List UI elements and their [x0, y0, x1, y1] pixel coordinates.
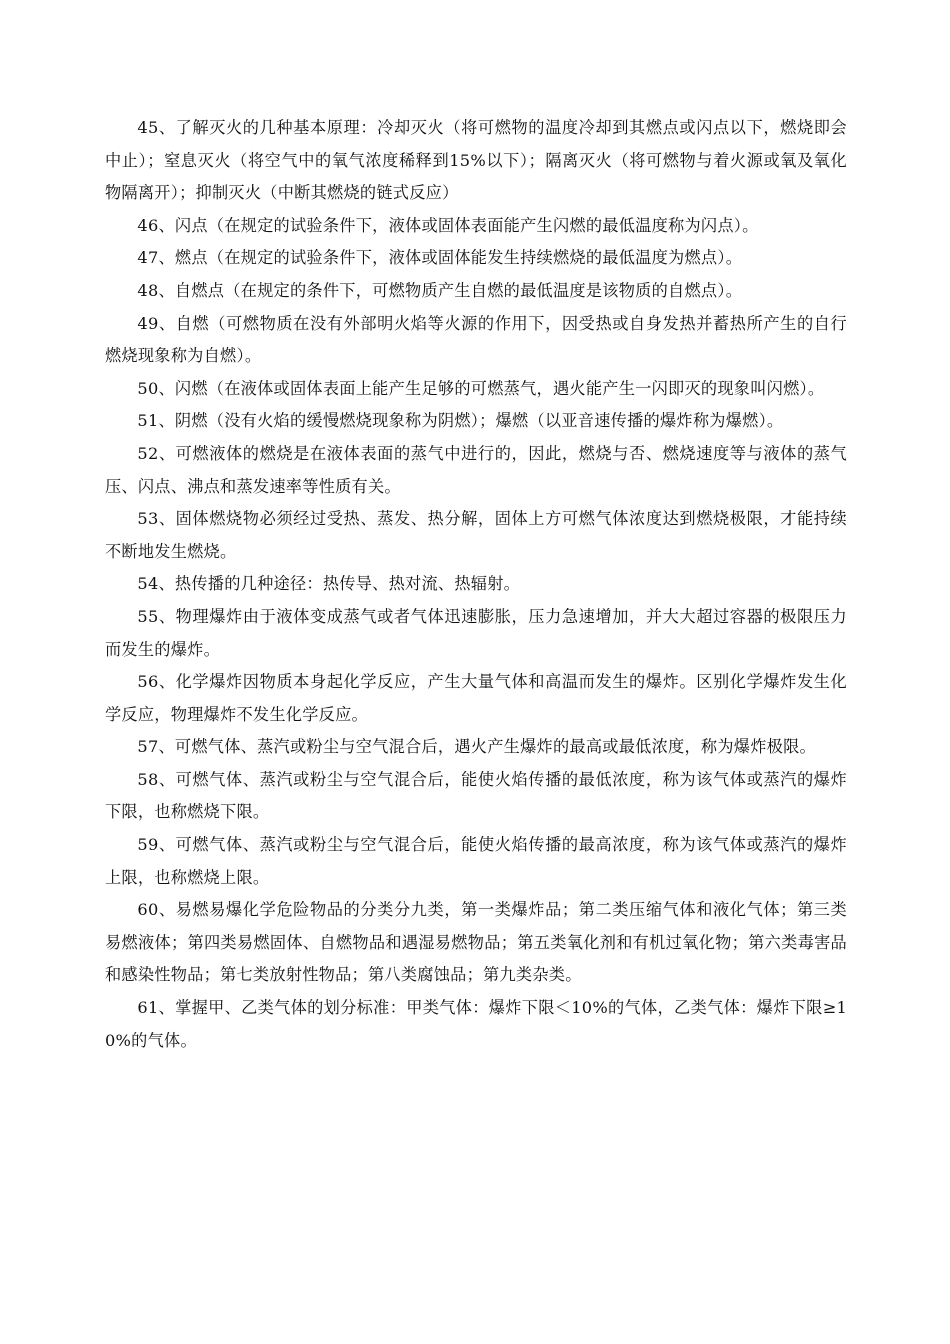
- paragraph-48: 48、自燃点（在规定的条件下，可燃物质产生自燃的最低温度是该物质的自燃点）。: [137, 280, 743, 300]
- paragraph-51: 51、阴燃（没有火焰的缓慢燃烧现象称为阴燃）；爆燃（以亚音速传播的爆炸称为爆燃）。: [137, 411, 784, 431]
- paragraph-45: 45、了解灭火的几种基本原理：冷却灭火（将可燃物的温度冷却到其燃点或闪点以下，燃烧即会中止）；窒息灭火（将空气中的氧气浓度稀释到15%以下）；隔离灭火（将可燃物与着火源或氧及氧化物隔离开）；抑制灭火（中断其燃烧的链式反应）: [105, 118, 847, 203]
- paragraph-61: 61、掌握甲、乙类气体的划分标准：甲类气体：爆炸下限＜10%的气体，乙类气体：爆炸下限≥10%的气体。: [105, 998, 847, 1050]
- paragraph-53: 53、固体燃烧物必须经过受热、蒸发、热分解，固体上方可燃气体浓度达到燃烧极限，才能持续不断地发生燃烧。: [105, 509, 847, 561]
- document-page: [105, 112, 847, 1057]
- paragraph-58: 58、可燃气体、蒸汽或粉尘与空气混合后，能使火焰传播的最低浓度，称为该气体或蒸汽的爆炸下限，也称燃烧下限。: [105, 769, 847, 822]
- paragraph-56: 56、化学爆炸因物质本身起化学反应，产生大量气体和高温而发生的爆炸。区别化学爆炸发生化学反应，物理爆炸不发生化学反应。: [105, 672, 847, 724]
- paragraph-47: 47、燃点（在规定的试验条件下，液体或固体能发生持续燃烧的最低温度为燃点）。: [137, 248, 743, 268]
- paragraph-46: 46、闪点（在规定的试验条件下，液体或固体表面能产生闪燃的最低温度称为闪点）。: [137, 215, 759, 235]
- paragraph-52: 52、可燃液体的燃烧是在液体表面的蒸气中进行的，因此，燃烧与否、燃烧速度等与液体的蒸气压、闪点、沸点和蒸发速率等性质有关。: [105, 443, 847, 496]
- paragraph-59: 59、可燃气体、蒸汽或粉尘与空气混合后，能使火焰传播的最高浓度，称为该气体或蒸汽的爆炸上限，也称燃烧上限。: [105, 835, 847, 887]
- paragraph-60: 60、易燃易爆化学危险物品的分类分九类，第一类爆炸品；第二类压缩气体和液化气体；第三类易燃液体；第四类易燃固体、自燃物品和遇湿易燃物品；第五类氧化剂和有机过氧化物；第六类毒害品和感染性物品；第七类放射性物品；第八类腐蚀品；第九类杂类。: [105, 900, 847, 985]
- paragraph-55: 55、物理爆炸由于液体变成蒸气或者气体迅速膨胀，压力急速增加，并大大超过容器的极限压力而发生的爆炸。: [105, 606, 847, 659]
- paragraph-57: 57、可燃气体、蒸汽或粉尘与空气混合后，遇火产生爆炸的最高或最低浓度，称为爆炸极限。: [137, 737, 816, 757]
- paragraph-50: 50、闪燃（在液体或固体表面上能产生足够的可燃蒸气，遇火能产生一闪即灭的现象叫闪燃）。: [137, 378, 825, 398]
- paragraph-54: 54、热传播的几种途径：热传导、热对流、热辐射。: [137, 574, 521, 594]
- paragraph-49: 49、自燃（可燃物质在没有外部明火焰等火源的作用下，因受热或自身发热并蓄热所产生的自行燃烧现象称为自燃）。: [105, 313, 847, 366]
